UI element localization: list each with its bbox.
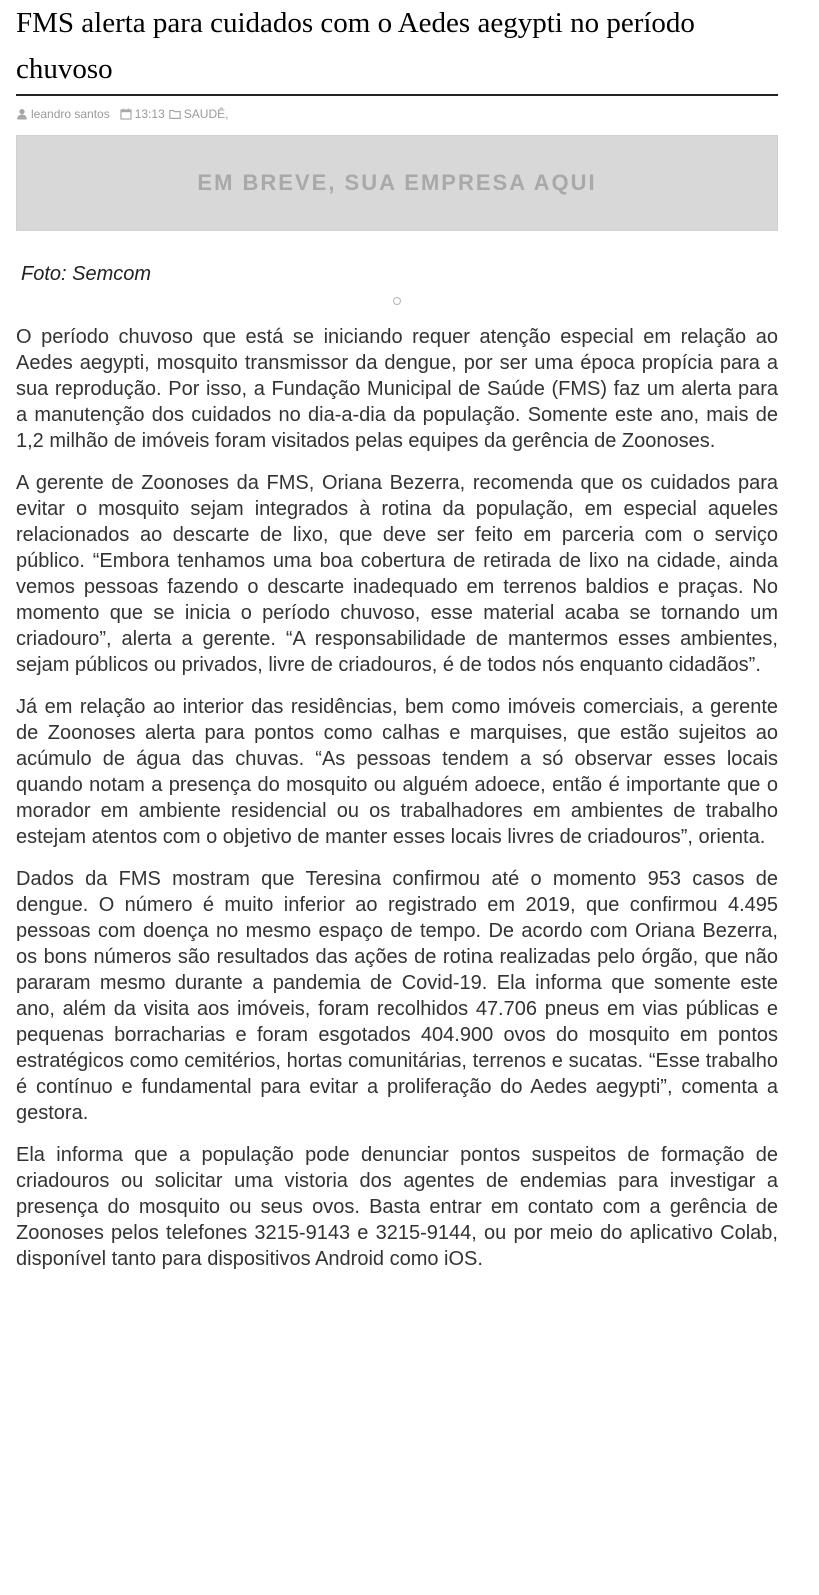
post-meta — [16, 106, 778, 122]
calendar-icon — [120, 108, 132, 120]
article-paragraph: Dados da FMS mostram que Teresina confirmou até o momento 953 casos de dengue. O número é muito inferior ao registrado em 2019, que confirmou 4.495 pessoas com doença no mesmo espaço de tempo. De acordo com Oriana Bezerra, os bons números são resultados das ações de rotina realizadas pelo órgão, que não pararam mesmo durante a pandemia de Covid-19. Ela informa que somente este ano, além da visita aos imóveis, foram recolhidos 47.706 pneus em vias públicas e pequenas borracharias e foram esgotados 404.900 ovos do mosquito em pontos estratégicos como cemitérios, hortas comunitárias, terrenos e sucatas. “Esse trabalho é contínuo e fundamental para evitar a proliferação do Aedes aegypti”, comenta a gestora. — [16, 868, 778, 1124]
category-link[interactable] — [169, 106, 229, 122]
article — [16, 0, 778, 1288]
ad-banner-text: EM BREVE, SUA EMPRESA AQUI — [197, 170, 597, 195]
article-title: FMS alerta para cuidados com o Aedes aegypti no período chuvoso — [16, 0, 778, 96]
category-name: SAUDÊ, — [183, 107, 229, 121]
article-paragraph: Ela informa que a população pode denunciar pontos suspeitos de formação de criadouros ou solicitar uma vistoria dos agentes de endemias para investigar a presença do mosquito ou seus ovos. Basta entrar em contato com a gerência de Zoonoses pelos telefones 3215-9143 e 3215-9144, ou por meio do aplicativo Colab, disponível tanto para dispositivos Android como iOS. — [16, 1144, 778, 1270]
author-name: leandro santos — [31, 107, 110, 121]
photo-credit: Foto: Semcom — [21, 263, 152, 285]
post-time-value: 13:13 — [134, 107, 165, 121]
user-icon — [16, 108, 28, 120]
folder-icon — [169, 108, 181, 120]
article-paragraph: O período chuvoso que está se iniciando requer atenção especial em relação ao Aedes aegypti, mosquito transmissor da dengue, por ser uma época propícia para a sua reprodução. Por isso, a Fundação Municipal de Saúde (FMS) faz um alerta para a manutenção dos cuidados no dia-a-dia da população. Somente este ano, mais de 1,2 milhão de imóveis foram visitados pelas equipes da gerência de Zoonoses. — [16, 326, 778, 452]
post-time — [120, 106, 165, 122]
broken-image-icon — [393, 297, 401, 305]
article-paragraph: Já em relação ao interior das residências, bem como imóveis comerciais, a gerente de Zoonoses alerta para pontos como calhas e marquises, que estão sujeitos ao acúmulo de água das chuvas. “As pessoas tendem a só observar esses locais quando notam a presença do mosquito ou alguém adoece, então é importante que o morador em ambiente residencial ou os trabalhadores em ambientes de trabalho estejam atentos com o objetivo de manter esses locais livres de criadouros”, orienta. — [16, 696, 778, 848]
author-link[interactable] — [16, 106, 110, 122]
ad-banner[interactable] — [16, 135, 778, 231]
article-paragraph: A gerente de Zoonoses da FMS, Oriana Bezerra, recomenda que os cuidados para evitar o mosquito sejam integrados à rotina da população, em especial aqueles relacionados ao descarte de lixo, que deve ser feito em parceria com o serviço público. “Embora tenhamos uma boa cobertura de retirada de lixo na cidade, ainda vemos pessoas fazendo o descarte inadequado em terrenos baldios e praças. No momento que se inicia o período chuvoso, esse material acaba se tornando um criadouro”, alerta a gerente. “A responsabilidade de mantermos esses ambientes, sejam públicos ou privados, livre de criadouros, é de todos nós enquanto cidadãos”. — [16, 472, 778, 676]
article-body — [16, 324, 778, 1272]
